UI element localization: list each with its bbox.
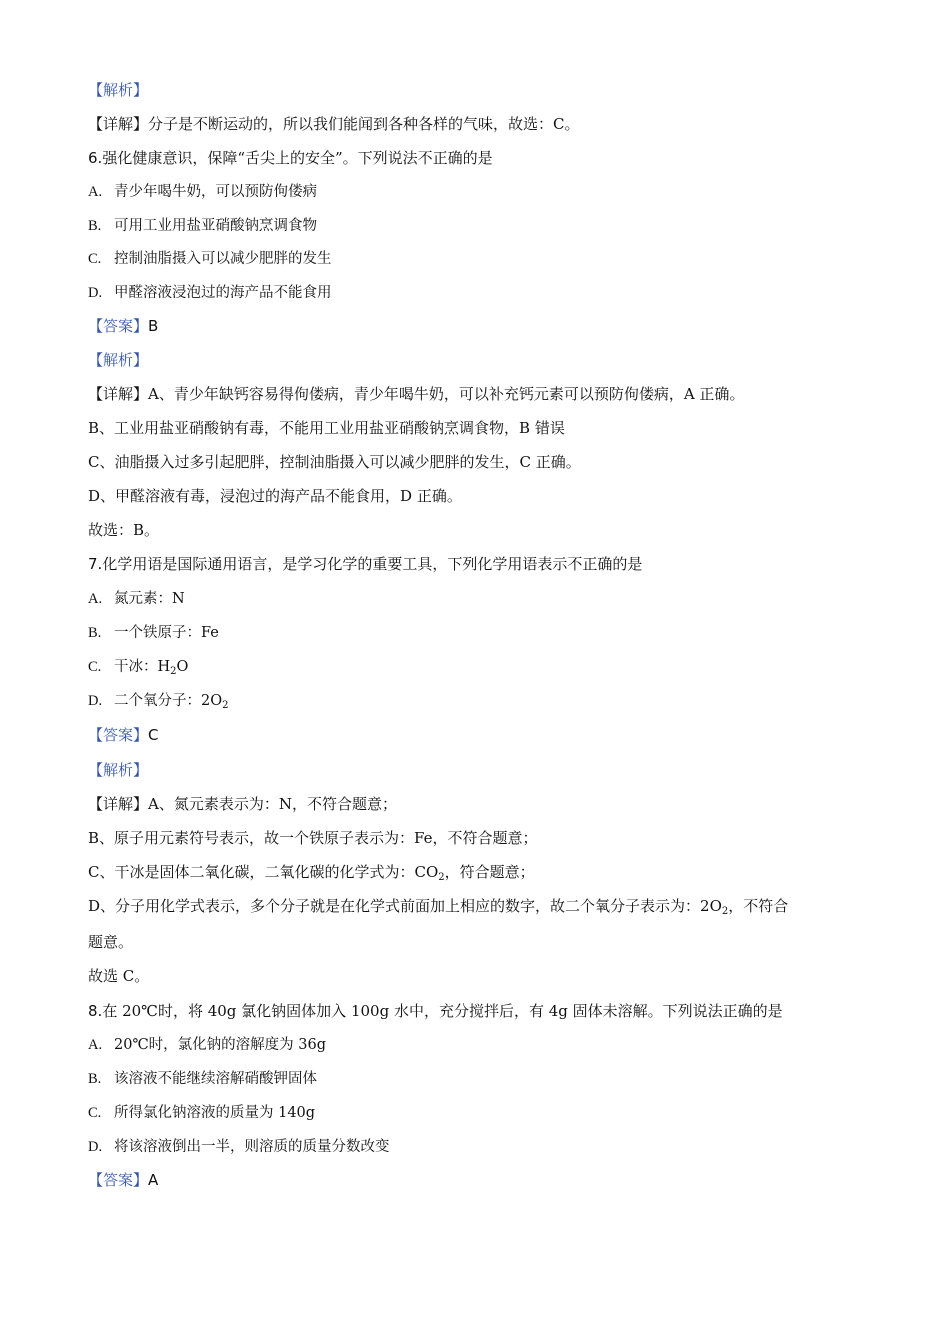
question-6-detail-c: C、油脂摄入过多引起肥胖，控制油脂摄入可以减少肥胖的发生，C 正确。 [88, 453, 581, 471]
question-7-conclusion: 故选 C。 [88, 967, 150, 985]
question-7-detail-b: B、原子用元素符号表示，故一个铁原子表示为：Fe，不符合题意； [88, 829, 538, 847]
question-7-analysis-heading: 【解析】 [88, 761, 149, 779]
question-6-option-c: C. 控制油脂摄入可以减少肥胖的发生 [88, 251, 332, 267]
question-6-analysis-heading: 【解析】 [88, 351, 149, 369]
question-7-option-c: C. 干冰：$H_2O$ [88, 659, 189, 677]
question-7-option-d: D. 二个氧分子：$2O_2$ [88, 693, 229, 711]
question-7-option-a: A. 氮元素：N [88, 591, 185, 607]
question-7-detail-a: 【详解】A、氮元素表示为：N，不符合题意； [88, 795, 397, 813]
question-8-answer: 【答案】A [88, 1171, 159, 1189]
analysis-heading: 【解析】 [88, 81, 149, 99]
question-7-answer: 【答案】C [88, 726, 159, 744]
question-6-option-d: D. 甲醛溶液浸泡过的海产品不能食用 [88, 285, 332, 301]
question-8-option-b: B. 该溶液不能继续溶解硝酸钾固体 [88, 1071, 317, 1087]
question-6-option-b: B. 可用工业用盐亚硝酸钠烹调食物 [88, 218, 317, 234]
question-8-option-d: D. 将该溶液倒出一半，则溶质的质量分数改变 [88, 1139, 390, 1155]
question-6-answer: 【答案】B [88, 317, 159, 335]
question-7-option-b: B. 一个铁原子：Fe [88, 625, 219, 641]
question-8-option-a: A. 20℃时，氯化钠的溶解度为 36g [88, 1037, 327, 1053]
question-6-stem: 6.强化健康意识，保障“舌尖上的安全”。下列说法不正确的是 [88, 149, 493, 167]
question-7-detail-d-continued: 题意。 [88, 933, 134, 951]
question-7-stem: 7.化学用语是国际通用语言，是学习化学的重要工具，下列化学用语表示不正确的是 [88, 555, 643, 573]
question-7-detail-d: D、分子用化学式表示，多个分子就是在化学式前面加上相应的数字，故二个氧分子表示为：$2O_2$，不符合 [88, 897, 789, 917]
question-6-detail-d: D、甲醛溶液有毒，浸泡过的海产品不能食用，D 正确。 [88, 487, 462, 505]
detail-text: 【详解】分子是不断运动的，所以我们能闻到各种各样的气味，故选：C。 [88, 115, 580, 133]
question-8-stem: 8.在 20℃时，将 40g 氯化钠固体加入 100g 水中，充分搅拌后，有 4g 固体未溶解。下列说法正确的是 [88, 1002, 783, 1020]
question-8-option-c: C. 所得氯化钠溶液的质量为 140g [88, 1105, 316, 1121]
question-6-option-a: A. 青少年喝牛奶，可以预防佝偻病 [88, 184, 317, 200]
question-6-detail-b: B、工业用盐亚硝酸钠有毒，不能用工业用盐亚硝酸钠烹调食物，B 错误 [88, 419, 565, 437]
question-6-detail-a: 【详解】A、青少年缺钙容易得佝偻病，青少年喝牛奶，可以补充钙元素可以预防佝偻病，A 正确。 [88, 385, 745, 403]
question-6-conclusion: 故选：B。 [88, 521, 160, 539]
question-7-detail-c: C、干冰是固体二氧化碳，二氧化碳的化学式为：$CO_2$，符合题意； [88, 863, 535, 883]
